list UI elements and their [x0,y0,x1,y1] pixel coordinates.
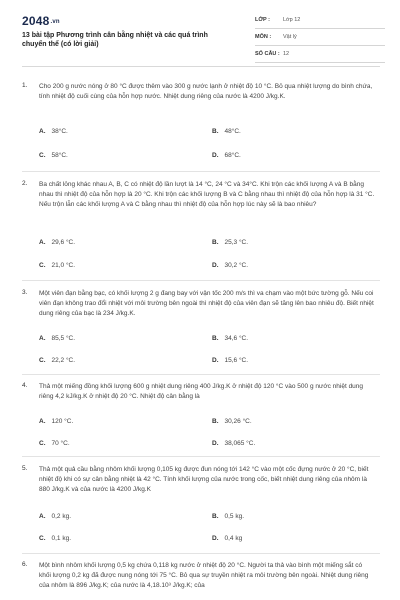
meta-label: LỚP : [255,17,270,23]
question-divider [22,553,380,554]
question-number: 4. [22,382,28,389]
answer-option[interactable]: B. 48°C. [212,128,241,135]
meta-value: 12 [283,51,290,57]
answer-option[interactable]: C. 0,1 kg. [39,535,72,542]
question-text: Thả một quả cầu bằng nhôm khối lượng 0,105 kg được đun nóng tới 142 °C vào một cốc đựng nước ở 20 °C, biết nhiệt độ khi có sự cân bằng nhiệt là 42 °C. Tính khối lượng của nước trong cốc, biết nhiệt dung riêng của nhôm là 880 J/kg.K và của nước là 4200 J/kg.K [39,466,369,493]
answer-option[interactable]: A. 0,2 kg. [39,513,72,520]
answer-option[interactable]: C. 22,2 °C. [39,357,76,364]
question-text: Một bình nhôm khối lượng 0,5 kg chứa 0,118 kg nước ở nhiệt độ 20 °C. Người ta thả vào bình một miếng sắt có khối lượng 0,2 kg đã được nung nóng tới 75 °C. Bỏ qua sự truyền nhiệt ra môi trường bên ngoài. Nhiệt dung riêng của nhôm là 896 J/kg.K; của nước là 4,18.10³ J/kg.K; của [39,562,369,589]
question-number: 2. [22,180,28,187]
answer-option[interactable]: A. 85,5 °C. [39,335,76,342]
answer-option[interactable]: D. 15,6 °C. [212,357,249,364]
question-divider [22,280,380,281]
answer-option[interactable]: B. 34,6 °C. [212,335,249,342]
answer-option[interactable]: A. 38°C. [39,128,68,135]
question-text: Cho 200 g nước nóng ở 80 °C được thêm vào 300 g nước lạnh ở nhiệt độ 10 °C. Bỏ qua nhiệt lượng do bình chứa, tính nhiệt độ cuối cùng của hỗn hợp nước. Nhiệt dung riêng của nước là 4200 J/kg.K. [39,83,373,100]
answer-option[interactable]: D. 68°C. [212,152,241,159]
answer-option[interactable]: B. 0,5 kg. [212,513,245,520]
question-number: 3. [22,289,28,296]
question-text: Thả một miếng đồng khối lượng 600 g nhiệt dung riêng 400 J/kg.K ở nhiệt độ 120 °C vào 500 g nước nhiệt dung riêng 4,2 kJ/kg.K ở nhiệt độ 20 °C. Nhiệt độ cân bằng là [39,383,364,400]
question-text: Một viên đạn bằng bạc, có khối lượng 2 g đang bay với vận tốc 200 m/s thì va chạm vào một bức tường gỗ. Nếu coi viên đạn không trao đổi nhiệt với môi trường bên ngoài thì nhiệt độ của viên đạn sẽ tăng lên bao nhiêu độ. Biết nhiệt dung riêng của bạc là 234 J/kg.K. [39,290,374,317]
document-meta [255,15,385,66]
question-divider [22,456,380,457]
question-divider [22,374,380,375]
question-divider [22,171,380,172]
answer-option[interactable]: A. 120 °C. [39,418,74,425]
meta-label: MÔN : [255,34,272,40]
question-number: 6. [22,561,28,568]
answer-option[interactable]: C. 70 °C. [39,440,70,447]
document-title: 13 bài tập Phương trình cân bằng nhiệt và các quá trình chuyển thể (có lời giải) [22,32,208,48]
meta-label: SỐ CÂU : [255,51,280,57]
meta-grade [255,15,385,29]
meta-subject [255,32,385,46]
answer-option[interactable]: D. 30,2 °C. [212,262,249,269]
question-text: Ba chất lỏng khác nhau A, B, C có nhiệt độ lần lượt là 14 °C, 24 °C và 34°C. Khi trộn các khối lượng A và B bằng nhau thì nhiệt độ của hỗn hợp là 20 °C. Khi trộn các khối lượng B và C bằng nhau thì nhiệt độ của hỗn hợp là 31 °C. Nếu trộn lẫn các khối lượng A và C bằng nhau thì nhiệt độ của hỗn hợp lúc này sẽ là bao nhiêu? [39,181,375,208]
answer-option[interactable]: A. 29,6 °C. [39,239,76,246]
meta-value: Vật lý [283,34,297,40]
meta-question-count [255,49,385,63]
site-logo[interactable]: $2048^{.vn}$ [22,14,60,28]
meta-value: Lớp 12 [283,17,301,23]
answer-option[interactable]: C. 58°C. [39,152,68,159]
document-header [0,0,400,62]
answer-option[interactable]: D. 38,065 °C. [212,440,256,447]
answer-option[interactable]: D. 0,4 kg [212,535,243,542]
answer-option[interactable]: C. 21,0 °C. [39,262,76,269]
question-number: 5. [22,465,28,472]
answer-option[interactable]: B. 25,3 °C. [212,239,249,246]
header-divider [22,66,380,67]
question-number: 1. [22,82,28,89]
answer-option[interactable]: B. 30,26 °C. [212,418,252,425]
